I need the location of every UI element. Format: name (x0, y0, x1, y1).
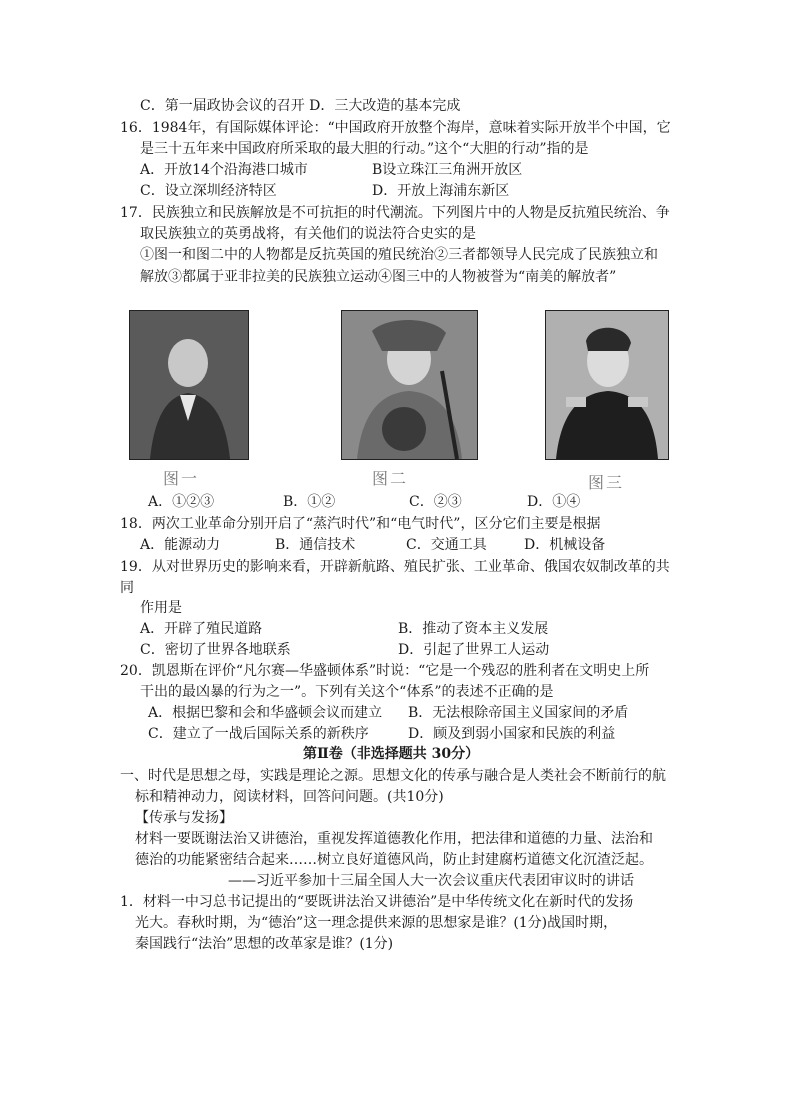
q18-option-b: B．通信技术 (275, 537, 356, 553)
question-one-line1: 1．材料一中习总书记提出的“要既讲法治又讲德治”是中华传统文化在新时代的发扬 (120, 894, 634, 910)
q20-stem-line1: 20．凯恩斯在评价“凡尔赛—华盛顿体系”时说：“它是一个残忍的胜利者在文明史上所 (120, 663, 650, 679)
q19-option-a: A．开辟了殖民道路 (140, 621, 263, 637)
material-one-line2: 德治的功能紧密结合起来……树立良好道德风尚，防止封建腐朽道德文化沉渣泛起。 (135, 852, 653, 868)
section-two-heading: 第Ⅱ卷（非选择题共 30分） (303, 746, 480, 762)
q17-option-b: B．①② (283, 494, 336, 510)
q16-stem-line2: 是三十五年来中国政府所采取的最大胆的行动。”这个“大胆的行动”指的是 (140, 141, 589, 157)
q19-stem-line3: 作用是 (140, 600, 182, 616)
figure-one-portrait (129, 310, 249, 460)
q17-statements-line1: ①图一和图二中的人物都是反抗英国的殖民统治②三者都领导人民完成了民族独立和 (140, 247, 658, 263)
q19-option-b: B．推动了资本主义发展 (398, 621, 549, 637)
q16-stem-line1: 16．1984年，有国际媒体评论：“中国政府开放整个海岸，意味着实际开放半个中国，它 (120, 120, 671, 136)
q16-option-d: D．开放上海浦东新区 (372, 183, 510, 199)
material-one-source: ——习近平参加十三届全国人大一次会议重庆代表团审议时的讲话 (228, 873, 634, 889)
q19-stem-line2: 同 (120, 580, 134, 596)
q17-statements-line2: 解放③都属于亚非拉美的民族独立运动④图三中的人物被誉为“南美的解放者” (140, 269, 617, 285)
q16-option-b: B设立珠江三角洲开放区 (372, 162, 523, 178)
portrait-image (342, 311, 477, 459)
q20-option-a: A．根据巴黎和会和华盛顿会议而建立 (148, 705, 383, 721)
q19-stem-line1: 19．从对世界历史的影响来看，开辟新航路、殖民扩张、工业革命、俄国农奴制改革的共 (120, 559, 670, 575)
q20-option-d: D．顾及到弱小国家和民族的利益 (408, 726, 616, 742)
part-one-intro-line1: 一、时代是思想之母，实践是理论之源。思想文化的传承与融合是人类社会不断前行的航 (120, 768, 666, 784)
q18-option-d: D．机械设备 (524, 537, 606, 553)
q17-stem-line2: 取民族独立的英勇战将，有关他们的说法符合史实的是 (140, 226, 476, 242)
question-one-line3: 秦国践行“法治”思想的改革家是谁？(1分) (135, 936, 394, 952)
q19-option-c: C．密切了世界各地联系 (140, 642, 291, 658)
q18-option-a: A．能源动力 (140, 537, 221, 553)
q16-option-a: A．开放14个沿海港口城市 (140, 162, 308, 178)
material-one-line1: 材料一要既谢法治又讲德治，重视发挥道德教化作用，把法律和道德的力量、法治和 (135, 831, 653, 847)
figure-three-portrait (545, 310, 669, 460)
q20-stem-line2: 干出的最凶暴的行为之一”。下列有关这个“体系”的表述不正确的是 (140, 684, 554, 700)
q18-stem: 18．两次工业革命分别开启了“蒸汽时代”和“电气时代”，区分它们主要是根据 (120, 516, 601, 532)
q16-option-c: C．设立深圳经济特区 (140, 183, 277, 199)
q20-option-b: B．无法根除帝国主义国家间的矛盾 (408, 705, 629, 721)
q18-option-c: C．交通工具 (406, 537, 487, 553)
q19-option-d: D．引起了世界工人运动 (398, 642, 550, 658)
q17-option-c: C．②③ (409, 494, 462, 510)
q20-option-c: C．建立了一战后国际关系的新秩序 (148, 726, 369, 742)
question-one-line2: 光大。春秋时期，为“德治”这一理念提供来源的思想家是谁？(1分)战国时期， (135, 915, 618, 931)
part-one-intro-line2: 标和精神动力，阅读材料，回答问问题。(共10分) (135, 789, 444, 805)
q17-option-a: A．①②③ (148, 494, 215, 510)
portrait-image (546, 311, 668, 459)
figure-two-portrait (341, 310, 478, 460)
subsection-heading: 【传承与发扬】 (135, 810, 233, 826)
q15-options-cd: C．第一届政协会议的召开 D．三大改造的基本完成 (140, 98, 461, 114)
portrait-image (130, 311, 248, 459)
q17-stem-line1: 17．民族独立和民族解放是不可抗拒的时代潮流。下列图片中的人物是反抗殖民统治、争 (120, 205, 670, 221)
figure-three-caption: 图三 (588, 473, 625, 492)
figure-two-caption: 图二 (372, 469, 409, 488)
figure-one-caption: 图一 (163, 469, 200, 488)
q17-option-d: D．①④ (527, 494, 581, 510)
